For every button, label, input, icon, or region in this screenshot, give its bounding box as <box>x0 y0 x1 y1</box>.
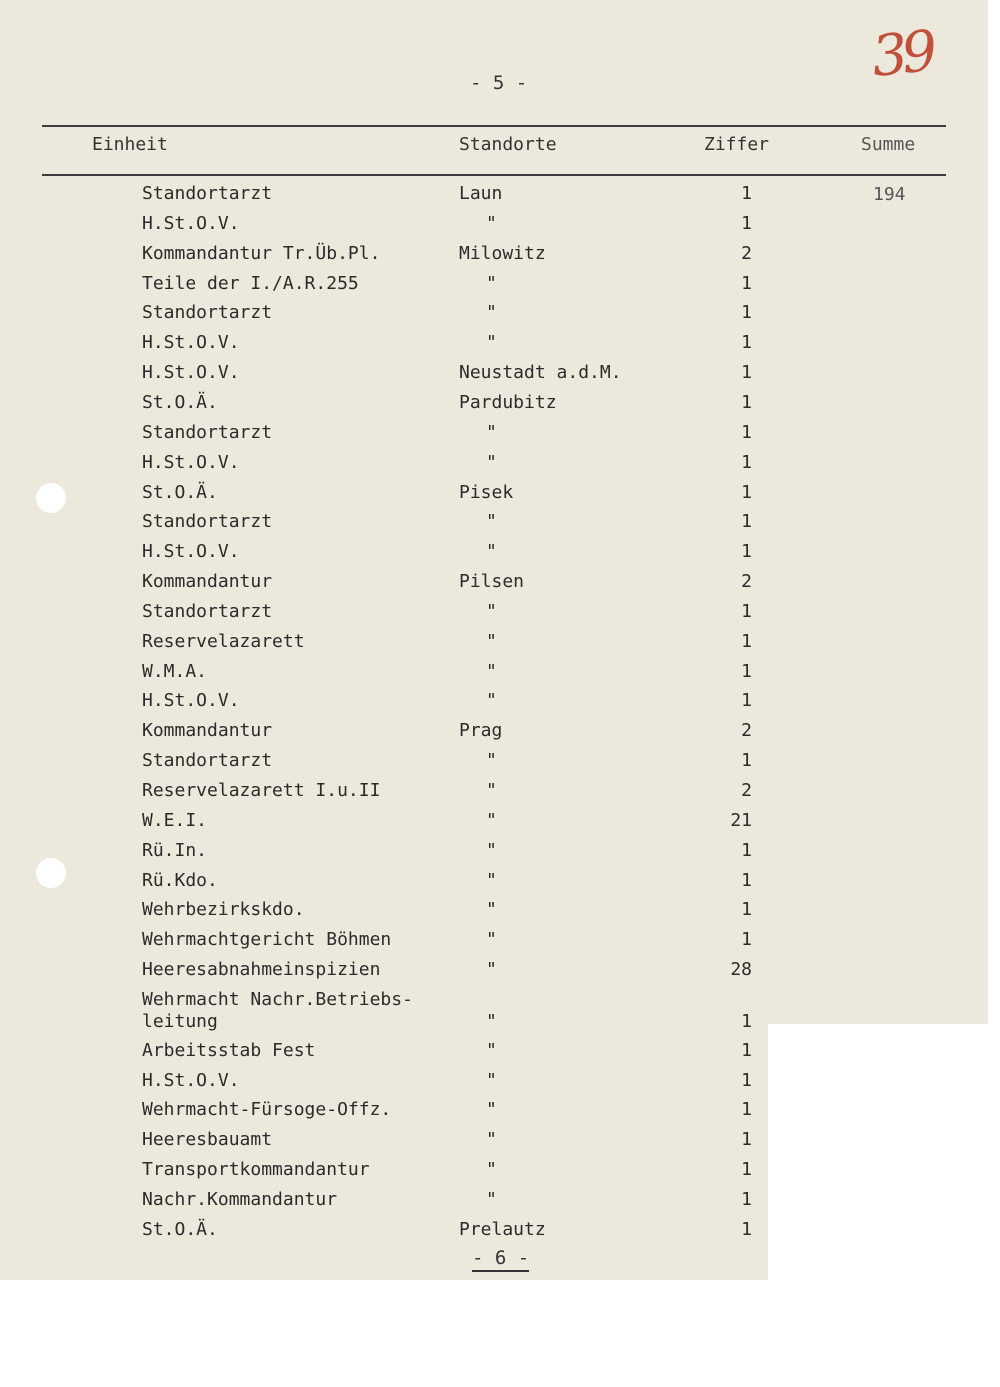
row-einheit: W.E.I. <box>142 809 208 831</box>
row-standort: " <box>486 600 497 622</box>
row-ziffer: 1 <box>741 1010 752 1032</box>
scan-margin <box>0 1280 1000 1387</box>
row-standort: Prag <box>459 720 503 742</box>
punch-hole <box>36 483 66 513</box>
row-ziffer: 1 <box>741 391 752 413</box>
row-einheit: Transportkommandantur <box>142 1159 370 1181</box>
row-einheit: Standortarzt <box>142 421 273 443</box>
row-standort: " <box>486 541 497 563</box>
row-ziffer: 1 <box>741 1188 752 1210</box>
row-einheit: Kommandantur <box>142 571 273 593</box>
row-ziffer: 1 <box>741 1159 752 1181</box>
row-standort: " <box>486 660 497 682</box>
row-ziffer: 1 <box>741 600 752 622</box>
next-page-number: - 6 - <box>472 1247 529 1272</box>
header-standorte: Standorte <box>459 134 557 155</box>
row-einheit: Heeresbauamt <box>142 1129 273 1151</box>
row-einheit: Standortarzt <box>142 600 273 622</box>
row-standort: " <box>486 1188 497 1210</box>
header-rule-top <box>42 125 946 127</box>
row-standort: Prelautz <box>459 1218 546 1240</box>
row-einheit: H.St.O.V. <box>142 451 240 473</box>
row-einheit: St.O.Ä. <box>142 481 218 503</box>
row-einheit: Standortarzt <box>142 183 273 204</box>
row-einheit: St.O.Ä. <box>142 1218 218 1240</box>
header-einheit: Einheit <box>92 134 168 155</box>
row-einheit: Rü.Kdo. <box>142 869 218 891</box>
row-standort: " <box>486 302 497 324</box>
row-einheit: Rü.In. <box>142 839 208 861</box>
row-standort: " <box>486 899 497 921</box>
header-ziffer: Ziffer <box>704 134 770 155</box>
row-standort: " <box>486 511 497 533</box>
row-standort: " <box>486 421 497 443</box>
row-standort: " <box>486 780 497 801</box>
row-einheit: Arbeitsstab Fest <box>142 1039 316 1061</box>
row-ziffer: 1 <box>741 302 752 324</box>
row-standort: " <box>486 212 497 234</box>
row-ziffer: 1 <box>741 899 752 921</box>
row-einheit: Teile der I./A.R.255 <box>142 272 359 294</box>
row-ziffer: 2 <box>741 242 752 264</box>
row-standort: " <box>486 839 497 861</box>
row-einheit: Heeresabnahmeinspizien <box>142 959 381 981</box>
row-standort: Pardubitz <box>459 391 557 413</box>
row-einheit: H.St.O.V. <box>142 362 240 384</box>
row-ziffer: 1 <box>741 630 752 652</box>
row-standort: " <box>486 690 497 712</box>
row-standort: " <box>486 959 497 981</box>
row-ziffer: 1 <box>741 690 752 712</box>
row-einheit: H.St.O.V. <box>142 690 240 712</box>
row-einheit: Wehrmacht-Fürsoge-Offz. <box>142 1099 392 1121</box>
row-ziffer: 2 <box>741 571 752 593</box>
row-einheit: St.O.Ä. <box>142 391 218 413</box>
row-ziffer: 1 <box>741 481 752 503</box>
row-ziffer: 2 <box>741 780 752 801</box>
row-einheit: H.St.O.V. <box>142 541 240 563</box>
row-standort: " <box>486 929 497 951</box>
row-einheit: Wehrmachtgericht Böhmen <box>142 929 392 951</box>
row-ziffer: 1 <box>741 212 752 234</box>
row-standort: " <box>486 1039 497 1061</box>
row-standort: " <box>486 750 497 772</box>
row-einheit: Reservelazarett I.u.II <box>142 780 381 801</box>
header-summe: Summe <box>861 134 916 155</box>
row-ziffer: 1 <box>741 660 752 682</box>
row-ziffer: 1 <box>741 272 752 294</box>
row-standort: " <box>486 1129 497 1151</box>
row-ziffer: 28 <box>730 959 752 981</box>
row-standort: " <box>486 332 497 354</box>
row-ziffer: 1 <box>741 421 752 443</box>
folio-number: 39 <box>868 19 935 90</box>
row-einheit: Wehrbezirkskdo. <box>142 899 305 921</box>
header-rule-bottom <box>42 174 946 176</box>
row-ziffer: 2 <box>741 720 752 742</box>
row-ziffer: 1 <box>741 750 752 772</box>
row-ziffer: 1 <box>741 332 752 354</box>
row-standort: " <box>486 1099 497 1121</box>
row-einheit: Wehrmacht Nachr.Betriebs- leitung <box>142 988 413 1032</box>
row-einheit: Kommandantur <box>142 720 273 742</box>
row-ziffer: 1 <box>741 1069 752 1091</box>
row-ziffer: 21 <box>730 809 752 831</box>
row-einheit: Standortarzt <box>142 750 273 772</box>
row-ziffer: 1 <box>741 541 752 563</box>
row-ziffer: 1 <box>741 1039 752 1061</box>
row-standort: " <box>486 630 497 652</box>
row-einheit: Nachr.Kommandantur <box>142 1188 338 1210</box>
row-standort: " <box>486 809 497 831</box>
summe-value: 194 <box>873 184 906 205</box>
row-standort: " <box>486 272 497 294</box>
row-einheit: H.St.O.V. <box>142 1069 240 1091</box>
row-standort: " <box>486 1010 497 1032</box>
row-standort: Pilsen <box>459 571 525 593</box>
row-einheit: Kommandantur Tr.Üb.Pl. <box>142 242 381 264</box>
row-ziffer: 1 <box>741 929 752 951</box>
row-ziffer: 1 <box>741 839 752 861</box>
row-standort: Pisek <box>459 481 514 503</box>
row-einheit: Reservelazarett <box>142 630 305 652</box>
row-ziffer: 1 <box>741 183 752 204</box>
row-ziffer: 1 <box>741 869 752 891</box>
row-einheit: H.St.O.V. <box>142 332 240 354</box>
row-ziffer: 1 <box>741 511 752 533</box>
row-standort: " <box>486 1159 497 1181</box>
row-standort: " <box>486 869 497 891</box>
row-einheit: Standortarzt <box>142 511 273 533</box>
row-einheit: Standortarzt <box>142 302 273 324</box>
row-einheit: H.St.O.V. <box>142 212 240 234</box>
row-ziffer: 1 <box>741 1129 752 1151</box>
row-standort: Milowitz <box>459 242 546 264</box>
row-standort: " <box>486 451 497 473</box>
page-number: - 5 - <box>470 72 528 94</box>
row-ziffer: 1 <box>741 1218 752 1240</box>
row-ziffer: 1 <box>741 1099 752 1121</box>
row-ziffer: 1 <box>741 451 752 473</box>
row-ziffer: 1 <box>741 362 752 384</box>
row-standort: " <box>486 1069 497 1091</box>
row-standort: Laun <box>459 183 503 204</box>
row-einheit: W.M.A. <box>142 660 208 682</box>
punch-hole <box>36 858 66 888</box>
row-standort: Neustadt a.d.M. <box>459 362 622 384</box>
